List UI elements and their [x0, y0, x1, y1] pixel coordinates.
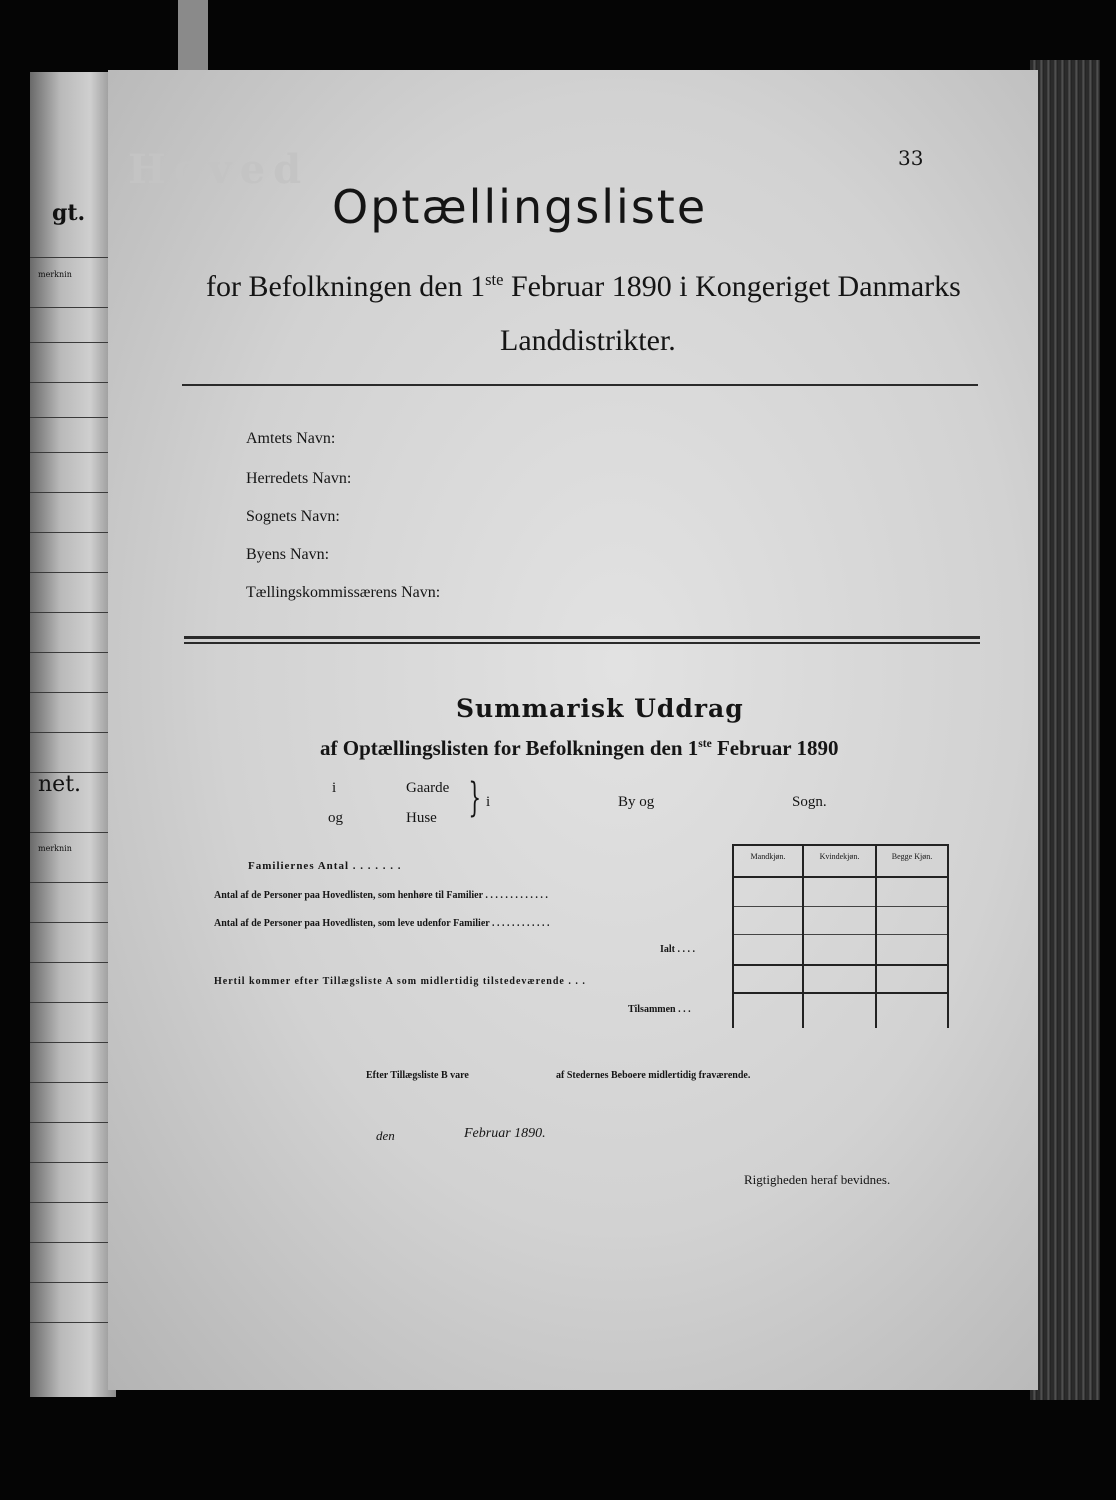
summary-heading: Summarisk Uddrag: [456, 694, 744, 723]
summary-row-label: Familiernes Antal . . . . . . .: [248, 860, 402, 872]
column-header-mandkjon: Mandkjøn.: [750, 852, 786, 861]
field-label-herred: Herredets Navn:: [246, 470, 352, 487]
left-page-fragment: net.: [38, 772, 82, 797]
location-by-og: By og: [618, 794, 655, 810]
summary-row-label: Antal af de Personer paa Hovedlisten, som henhøre til Familier . . . . . . . . . . . . .: [214, 890, 548, 901]
census-form-page: [108, 70, 1038, 1390]
confirmation-text: Rigtigheden heraf bevidnes.: [744, 1172, 891, 1187]
location-sogn: Sogn.: [792, 794, 827, 810]
field-label-amt: Amtets Navn:: [246, 430, 336, 447]
form-title: Optællingsliste: [332, 180, 708, 234]
field-label-sogn: Sognets Navn:: [246, 508, 340, 525]
location-gaarde: Gaarde: [406, 780, 450, 796]
footer-absent-label: Efter Tillægsliste B vare: [366, 1070, 469, 1081]
form-subtitle: for Befolkningen den 1ste Februar 1890 i Kongeriget Danmarks: [206, 270, 961, 303]
page-stack-edge: [1030, 60, 1100, 1400]
left-page-fragment: merknin: [38, 844, 72, 853]
summary-row-label: Tilsammen . . .: [628, 1004, 691, 1015]
location-i: i: [332, 780, 337, 796]
column-header-begge-kjon: Begge Kjøn.: [891, 852, 933, 861]
adjacent-left-page: [30, 72, 116, 1397]
location-og: og: [328, 810, 343, 826]
location-huse: Huse: [406, 810, 437, 826]
brace-icon: }: [468, 775, 482, 821]
date-den: den: [376, 1128, 395, 1143]
left-page-fragment: merknin: [38, 270, 72, 279]
summary-subheading: af Optællingslisten for Befolkningen den 1ste Februar 1890: [320, 736, 839, 760]
summary-row-label: Hertil kommer efter Tillægsliste A som midlertidig tilstedeværende . . .: [214, 976, 586, 987]
double-rule-bottom: [184, 642, 980, 644]
summary-row-label: Ialt . . . .: [660, 944, 695, 955]
form-subtitle-line2: Landdistrikter.: [500, 324, 676, 357]
summary-table: [732, 844, 949, 1028]
column-header-kvindekjon: Kvindekjøn.: [819, 852, 860, 861]
summary-row-label: Antal af de Personer paa Hovedlisten, som leve udenfor Familier . . . . . . . . . . . .: [214, 918, 550, 929]
location-i2: i: [486, 794, 491, 810]
footer-absent-label-2: af Stedernes Beboere midlertidig fraværende.: [556, 1070, 751, 1081]
left-page-fragment: gt.: [52, 200, 86, 226]
divider-rule: [182, 384, 978, 386]
field-label-by: Byens Navn:: [246, 546, 330, 563]
date-februar: Februar 1890.: [464, 1126, 546, 1141]
page-number: 33: [898, 146, 924, 170]
field-label-kommissaer: Tællingskommissærens Navn:: [246, 584, 441, 601]
double-rule-top: [184, 636, 980, 639]
binding-tab: [178, 0, 208, 70]
bleed-through-text: Hoved: [128, 146, 310, 193]
